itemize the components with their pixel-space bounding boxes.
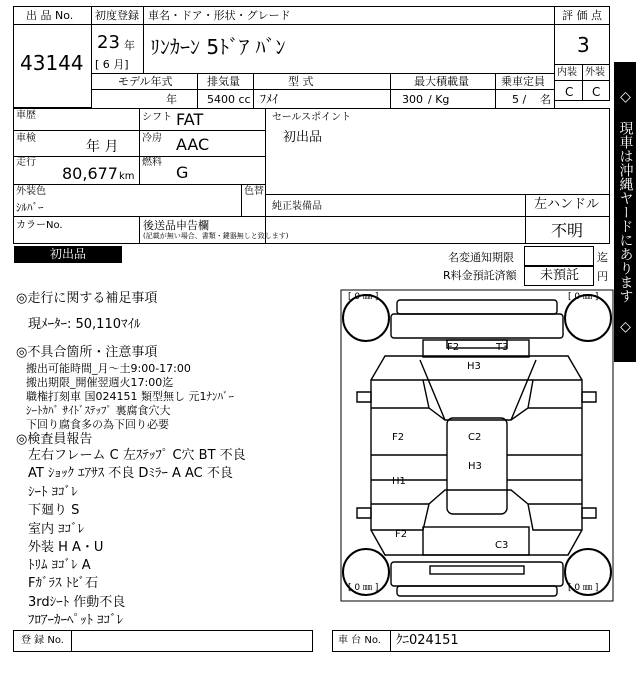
inspector-line: ﾌﾛｱｰｶｰﾍﾟｯﾄ ﾖｺﾞﾚ	[28, 613, 124, 628]
damage-mark-h1-left: H1	[392, 476, 406, 487]
okinawa-yard-banner: ◇ 現車は沖縄ヤードにあります ◇	[614, 62, 636, 362]
inspector-line: ﾄﾘﾑ ﾖｺﾞﾚ A	[28, 558, 91, 573]
inspector-line: 下廻り S	[28, 503, 80, 518]
shift-value: FAT	[176, 110, 204, 129]
first-reg-year-unit: 年	[124, 39, 135, 52]
first-reg-year: 23	[97, 32, 120, 53]
defect-line: ｼｰﾄｶﾊﾞ ｻｲﾄﾞｽﾃｯﾌﾟ 裏腐食穴大	[26, 404, 171, 417]
name-change-suffix: 迄	[597, 251, 608, 264]
exterior-grade: C	[592, 85, 601, 99]
mileage-label: 走行	[16, 157, 36, 168]
tire-rear-left: [ 0 ㎜ ]	[348, 583, 379, 593]
inspector-line: 3rdｼｰﾄ 作動不良	[28, 595, 126, 610]
inspector-line: 左右フレーム C 左ｽﾃｯﾌﾟ C穴 BT 不良	[28, 448, 246, 463]
damage-mark-c2-roof: C2	[468, 432, 482, 443]
ext-color-value: ｼﾙﾊﾞｰ	[16, 201, 44, 214]
driving-notes-header: ◎走行に関する補足事項	[16, 291, 158, 306]
damage-mark-c3-rear: C3	[495, 540, 509, 551]
recycle-label: R料金預託済額	[443, 269, 517, 282]
sales-point-label: セールスポイント	[272, 112, 352, 123]
first-reg-month: [ 6 月]	[95, 58, 129, 71]
capacity-label: 乗車定員	[501, 75, 545, 88]
interior-label: 内装	[557, 67, 577, 78]
damage-mark-h3-roof: H3	[468, 461, 482, 472]
tire-rear-right: [ 0 ㎜ ]	[568, 583, 599, 593]
inspection-value: 年 月	[86, 139, 119, 155]
model-year-unit: 年	[166, 93, 177, 106]
interior-grade: C	[565, 85, 574, 99]
displacement-value: 5400 cc	[207, 93, 251, 106]
mileage-value: 80,677	[62, 164, 118, 183]
lot-number: 43144	[20, 51, 84, 75]
damage-mark-f2-front: F2	[447, 342, 460, 353]
grade-label: 評 価 点	[562, 9, 602, 22]
shift-label: シフト	[142, 112, 172, 123]
after-docs-note: (記載が無い場合、書類・鍵器無しと致します)	[143, 232, 289, 240]
inspector-line: AT ｼｮｯｸ ｴｱｻｽ 不良 Dﾐﾗｰ A AC 不良	[28, 466, 233, 481]
defects-header: ◎不具合箇所・注意事項	[16, 345, 158, 360]
fuel-value: G	[176, 163, 189, 182]
tire-front-right: [ 0 ㎜ ]	[568, 292, 599, 302]
color-change-label: 色替	[244, 186, 264, 197]
reg-no-label: 登 録 No.	[21, 635, 64, 646]
inspector-line: 室内 ﾖｺﾞﾚ	[28, 522, 85, 537]
first-reg-label: 初度登録	[95, 9, 139, 22]
defect-line: 職権打刻車 国024151 類型無し 元1ﾅﾝﾊﾞｰ	[26, 390, 234, 403]
history-label: 車歴	[16, 110, 36, 121]
displacement-label: 排気量	[207, 75, 240, 88]
max-load-label: 最大積載量	[414, 75, 469, 88]
capacity-unit: 名	[540, 93, 551, 106]
genuine-equipment-label: 純正装備品	[272, 201, 322, 212]
grade-value: 3	[577, 33, 590, 57]
color-no-label: カラーNo.	[16, 220, 63, 231]
type-value: ﾌﾒｲ	[260, 92, 279, 106]
mileage-unit: km	[119, 171, 135, 182]
recycle-unit: 円	[597, 270, 608, 283]
name-change-label: 名変通知期限	[448, 251, 514, 264]
sales-point-value: 初出品	[283, 130, 323, 145]
fuel-label: 燃料	[142, 157, 162, 168]
defect-line: 搬出可能時間_月～土9:00-17:00	[26, 362, 191, 375]
damage-mark-t3-front: T3	[496, 342, 509, 353]
ac-label: 冷房	[142, 133, 162, 144]
inspector-line: 外装 H A・U	[28, 540, 104, 555]
after-docs-label: 後送品申告欄	[143, 219, 209, 232]
inspection-label: 車検	[16, 133, 36, 144]
first-listing-bar: 初出品	[14, 246, 122, 263]
chassis-number: ｸﾆ024151	[396, 633, 459, 648]
ac-value: AAC	[176, 135, 210, 154]
defect-line: 下回り腐食多の為下回り必要	[26, 418, 169, 431]
inspector-header: ◎検査員報告	[16, 432, 93, 447]
max-load-value: 300	[402, 93, 423, 106]
car-name-label: 車名・ドア・形状・グレード	[148, 9, 291, 22]
damage-mark-h3-hood: H3	[467, 361, 481, 372]
type-label: 型 式	[288, 75, 314, 88]
chassis-label: 車 台 No.	[338, 635, 381, 646]
defect-line: 搬出期限_開催翌週火17:00迄	[26, 376, 174, 389]
odometer-note: 現ﾒｰﾀｰ: 50,110ﾏｲﾙ	[28, 317, 141, 332]
car-name: ﾘﾝｶｰﾝ 5ﾄﾞｱ ﾊﾞﾝ	[150, 35, 286, 59]
exterior-label: 外装	[585, 67, 605, 78]
inspector-line: Fｶﾞﾗｽ ﾄﾋﾞ石	[28, 576, 99, 591]
recycle-value: 未預託	[540, 268, 580, 283]
tire-front-left: [ 0 ㎜ ]	[348, 292, 379, 302]
capacity-value: 5 /	[512, 93, 527, 106]
model-year-label: モデル年式	[118, 75, 173, 88]
unknown-value: 不明	[551, 221, 584, 240]
ext-color-label: 外装色	[16, 186, 46, 197]
steering-value: 左ハンドル	[534, 197, 600, 212]
lot-label: 出 品 No.	[26, 9, 74, 22]
damage-mark-f2-left: F2	[392, 432, 405, 443]
max-load-unit: / Kg	[428, 93, 450, 106]
damage-mark-f2-rear: F2	[395, 529, 408, 540]
inspector-line: ｼｰﾄ ﾖｺﾞﾚ	[28, 485, 78, 500]
